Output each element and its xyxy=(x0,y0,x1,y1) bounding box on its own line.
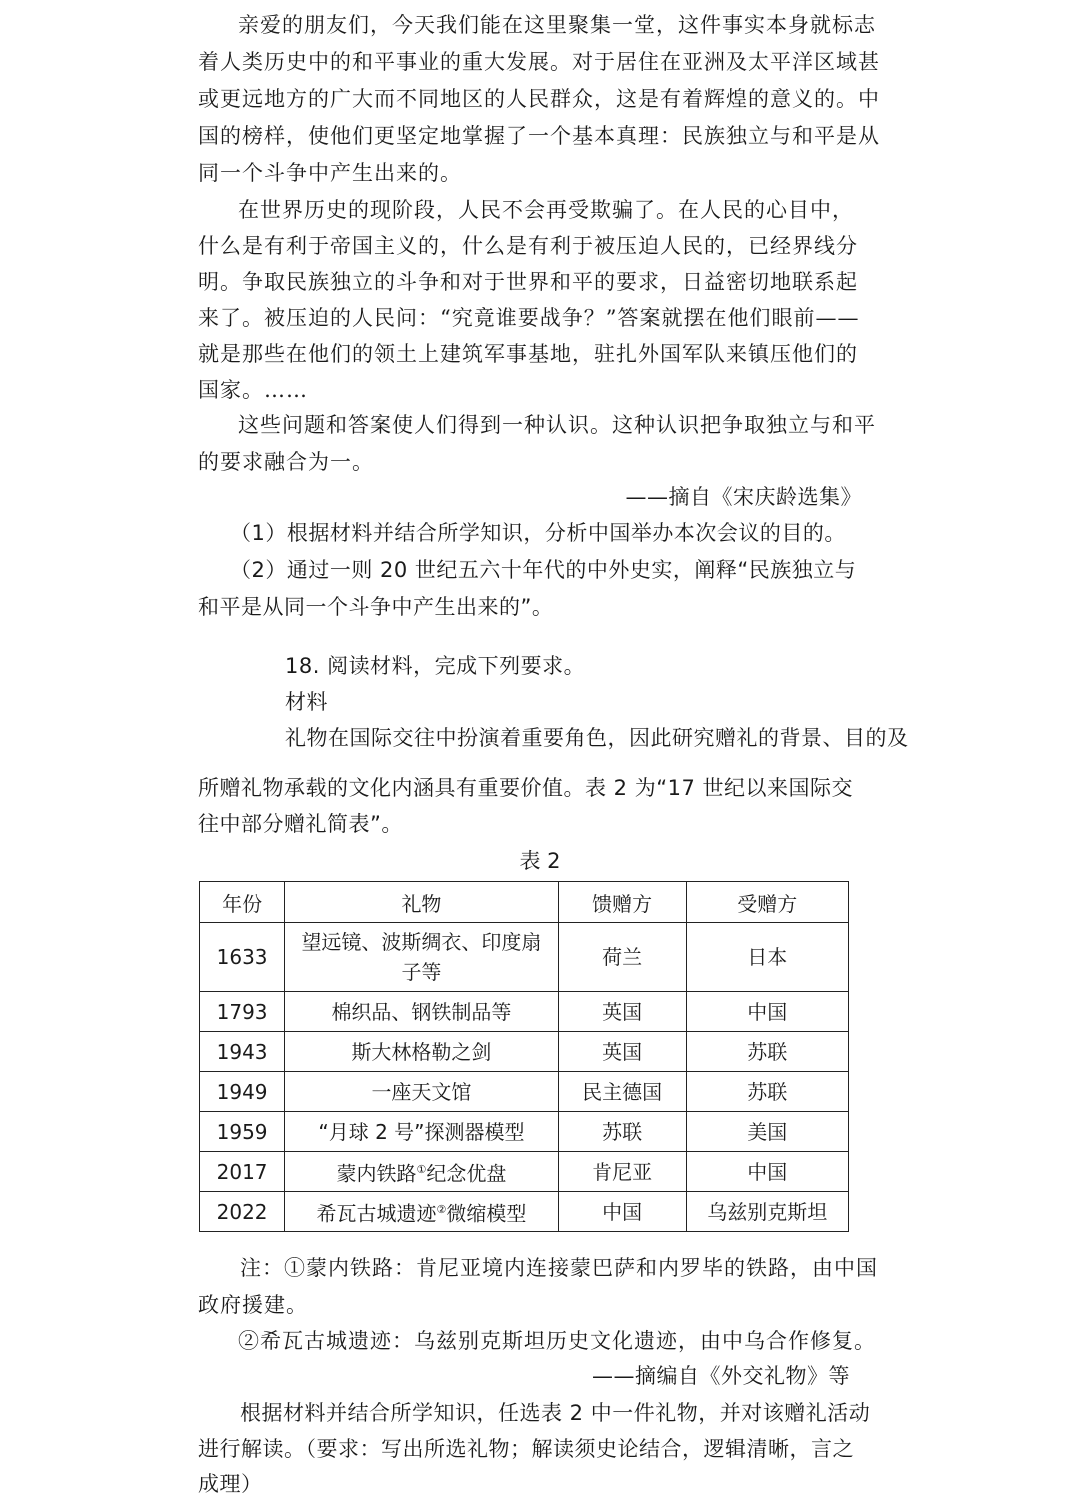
table-row xyxy=(200,1192,849,1232)
cell-giver: 荷兰 xyxy=(558,923,686,992)
cell-giver: 中国 xyxy=(558,1192,686,1232)
cell-receiver: 苏联 xyxy=(686,1032,848,1072)
question-18-heading: 18. 阅读材料，完成下列要求。 xyxy=(285,654,586,678)
cell-receiver: 乌兹别克斯坦 xyxy=(686,1192,848,1232)
cell-year: 1633 xyxy=(200,923,285,992)
cell-gift: 斯大林格勒之剑 xyxy=(285,1032,559,1072)
cell-gift: “月球 2 号”探测器模型 xyxy=(285,1112,559,1152)
cell-receiver: 中国 xyxy=(686,1152,848,1192)
cell-receiver: 中国 xyxy=(686,992,848,1032)
cell-year: 1959 xyxy=(200,1112,285,1152)
header-giver: 馈赠方 xyxy=(558,882,686,923)
task-line1: 根据材料并结合所学知识，任选表 2 中一件礼物，并对该赠礼活动 xyxy=(240,1401,871,1425)
cell-giver: 苏联 xyxy=(558,1112,686,1152)
para2-line5: 就是那些在他们的领土上建筑军事基地，驻扎外国军队来镇压他们的 xyxy=(198,342,858,366)
gift-table xyxy=(199,881,849,1232)
table-row xyxy=(200,992,849,1032)
source-citation-17: ——摘自《宋庆龄选集》 xyxy=(625,485,862,509)
question-17-1: （1）根据材料并结合所学知识，分析中国举办本次会议的目的。 xyxy=(230,521,846,545)
cell-gift: 棉织品、钢铁制品等 xyxy=(285,992,559,1032)
para1-line1: 亲爱的朋友们，今天我们能在这里聚集一堂，这件事实本身就标志 xyxy=(238,13,876,37)
cell-gift xyxy=(285,923,559,992)
intro-line3: 往中部分赠礼简表”。 xyxy=(198,812,403,836)
para3-line1: 这些问题和答案使人们得到一种认识。这种认识把争取独立与和平 xyxy=(238,413,876,437)
source-citation-18: ——摘编自《外交礼物》等 xyxy=(592,1364,850,1388)
cell-giver: 肯尼亚 xyxy=(558,1152,686,1192)
cell-year: 1949 xyxy=(200,1072,285,1112)
header-gift: 礼物 xyxy=(285,882,559,923)
cell-giver: 英国 xyxy=(558,992,686,1032)
header-receiver: 受赠方 xyxy=(686,882,848,923)
note1-line1: 注：①蒙内铁路：肯尼亚境内连接蒙巴萨和内罗毕的铁路，由中国 xyxy=(240,1256,878,1280)
table-caption: 表 2 xyxy=(519,849,561,873)
cell-receiver: 日本 xyxy=(686,923,848,992)
cell-gift xyxy=(285,1152,559,1192)
note2: ②希瓦古城遗迹：乌兹别克斯坦历史文化遗迹，由中乌合作修复。 xyxy=(238,1329,876,1353)
gift-text: 希瓦古城遗迹 xyxy=(316,1201,437,1226)
para1-line2: 着人类历史中的和平事业的重大发展。对于居住在亚洲及太平洋区域甚 xyxy=(198,50,880,74)
table-row xyxy=(200,1112,849,1152)
para1-line3: 或更远地方的广大而不同地区的人民群众，这是有着辉煌的意义的。中 xyxy=(198,87,880,111)
task-line2: 进行解读。（要求：写出所选礼物；解读须史论结合，逻辑清晰，言之 xyxy=(198,1437,854,1461)
table-header-row xyxy=(200,882,849,923)
footnote-mark: ① xyxy=(416,1162,427,1176)
footnote-mark: ② xyxy=(436,1202,447,1216)
cell-year: 2017 xyxy=(200,1152,285,1192)
cell-year: 2022 xyxy=(200,1192,285,1232)
material-label: 材料 xyxy=(285,690,328,714)
para1-line4: 国的榜样，使他们更坚定地掌握了一个基本真理：民族独立与和平是从 xyxy=(198,124,880,148)
intro-line1: 礼物在国际交往中扮演着重要角色，因此研究赠礼的背景、目的及 xyxy=(285,726,909,750)
question-17-2-line1: （2）通过一则 20 世纪五六十年代的中外史实，阐释“民族独立与 xyxy=(230,558,857,582)
para2-line6: 国家。…… xyxy=(198,378,308,402)
para1-line5: 同一个斗争中产生出来的。 xyxy=(198,161,462,185)
task-line3: 成理） xyxy=(198,1472,263,1496)
cell-year: 1943 xyxy=(200,1032,285,1072)
gift-text: 微缩模型 xyxy=(446,1201,527,1226)
cell-gift-line2: 子等 xyxy=(401,960,442,984)
table-row xyxy=(200,1032,849,1072)
cell-year: 1793 xyxy=(200,992,285,1032)
table-row xyxy=(200,923,849,992)
cell-receiver: 美国 xyxy=(686,1112,848,1152)
para2-line1: 在世界历史的现阶段，人民不会再受欺骗了。在人民的心目中， xyxy=(238,198,854,222)
para3-line2: 的要求融合为一。 xyxy=(198,450,374,474)
intro-line2: 所赠礼物承载的文化内涵具有重要价值。表 2 为“17 世纪以来国际交 xyxy=(198,776,853,800)
note1-line2: 政府援建。 xyxy=(198,1293,308,1317)
cell-giver: 英国 xyxy=(558,1032,686,1072)
table-row xyxy=(200,1072,849,1112)
table-row xyxy=(200,1152,849,1192)
para2-line2: 什么是有利于帝国主义的，什么是有利于被压迫人民的，已经界线分 xyxy=(198,234,858,258)
cell-receiver: 苏联 xyxy=(686,1072,848,1112)
para2-line3: 明。争取民族独立的斗争和对于世界和平的要求，日益密切地联系起 xyxy=(198,270,858,294)
gift-text: 纪念优盘 xyxy=(426,1161,507,1186)
cell-gift xyxy=(285,1192,559,1232)
header-year: 年份 xyxy=(200,882,285,923)
question-17-2-line2: 和平是从同一个斗争中产生出来的”。 xyxy=(198,595,554,619)
gift-text: 蒙内铁路 xyxy=(336,1161,417,1186)
para2-line4: 来了。被压迫的人民问：“究竟谁要战争？”答案就摆在他们眼前—— xyxy=(198,306,860,330)
cell-giver: 民主德国 xyxy=(558,1072,686,1112)
cell-gift: 一座天文馆 xyxy=(285,1072,559,1112)
cell-gift-line1: 望远镜、波斯绸衣、印度扇 xyxy=(301,930,542,954)
